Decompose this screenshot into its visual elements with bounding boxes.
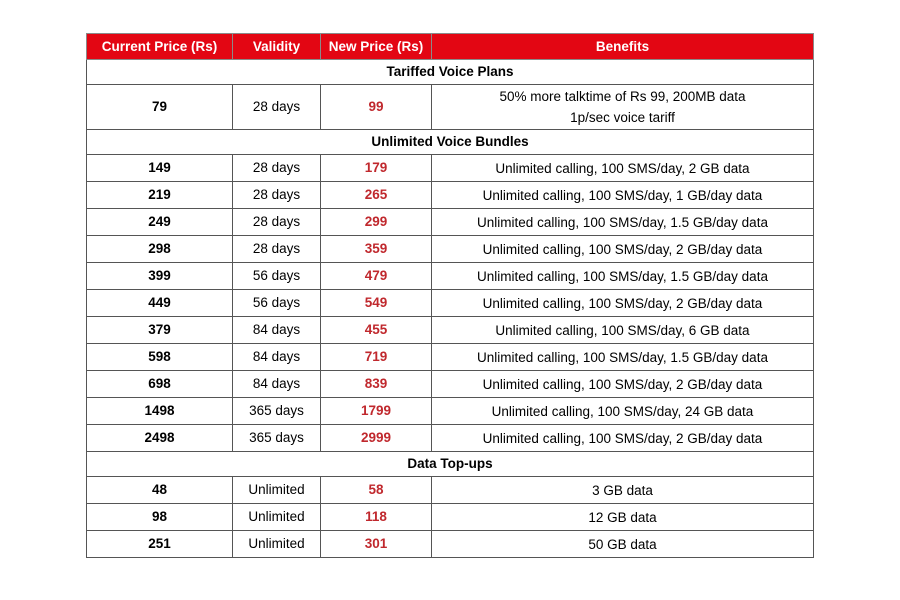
new-price-cell: 2999 bbox=[321, 425, 432, 452]
current-price-cell: 698 bbox=[87, 371, 233, 398]
benefit-line: 50% more talktime of Rs 99, 200MB data bbox=[499, 89, 746, 104]
new-price-cell: 99 bbox=[321, 85, 432, 130]
current-price-cell: 48 bbox=[87, 477, 233, 504]
current-price-cell: 251 bbox=[87, 531, 233, 558]
benefit-line: Unlimited calling, 100 SMS/day, 2 GB/day data bbox=[482, 376, 763, 392]
benefits-cell bbox=[432, 317, 814, 344]
new-price-cell: 455 bbox=[321, 317, 432, 344]
current-price-cell: 399 bbox=[87, 263, 233, 290]
validity-cell: 28 days bbox=[233, 236, 321, 263]
table-row bbox=[87, 371, 814, 398]
benefit-line: Unlimited calling, 100 SMS/day, 2 GB/day data bbox=[482, 295, 763, 311]
table-row bbox=[87, 182, 814, 209]
benefit-line: 50 GB data bbox=[588, 536, 657, 552]
new-price-cell: 359 bbox=[321, 236, 432, 263]
validity-cell: 28 days bbox=[233, 209, 321, 236]
col-header-benefits: Benefits bbox=[432, 34, 814, 60]
benefit-line: Unlimited calling, 100 SMS/day, 6 GB data bbox=[495, 322, 750, 338]
benefit-line: Unlimited calling, 100 SMS/day, 1.5 GB/day data bbox=[477, 214, 768, 230]
current-price-cell: 219 bbox=[87, 182, 233, 209]
current-price-cell: 2498 bbox=[87, 425, 233, 452]
validity-cell: 28 days bbox=[233, 182, 321, 209]
benefit-line: Unlimited calling, 100 SMS/day, 2 GB/day data bbox=[482, 430, 763, 446]
benefits-cell bbox=[432, 290, 814, 317]
benefits-cell bbox=[432, 85, 814, 130]
current-price-cell: 298 bbox=[87, 236, 233, 263]
new-price-cell: 301 bbox=[321, 531, 432, 558]
validity-cell: 28 days bbox=[233, 85, 321, 130]
current-price-cell: 598 bbox=[87, 344, 233, 371]
validity-cell: 365 days bbox=[233, 398, 321, 425]
table-row bbox=[87, 477, 814, 504]
benefits-cell bbox=[432, 371, 814, 398]
new-price-cell: 479 bbox=[321, 263, 432, 290]
tariff-table bbox=[86, 33, 814, 558]
section-row bbox=[87, 130, 814, 155]
validity-cell: Unlimited bbox=[233, 531, 321, 558]
new-price-cell: 549 bbox=[321, 290, 432, 317]
benefits-cell bbox=[432, 477, 814, 504]
benefit-line: Unlimited calling, 100 SMS/day, 2 GB data bbox=[495, 160, 750, 176]
table-row bbox=[87, 85, 814, 130]
current-price-cell: 149 bbox=[87, 155, 233, 182]
new-price-cell: 299 bbox=[321, 209, 432, 236]
benefits-cell bbox=[432, 182, 814, 209]
benefits-cell bbox=[432, 504, 814, 531]
benefit-line: 12 GB data bbox=[588, 509, 657, 525]
new-price-cell: 839 bbox=[321, 371, 432, 398]
section-row bbox=[87, 60, 814, 85]
table-row bbox=[87, 504, 814, 531]
current-price-cell: 79 bbox=[87, 85, 233, 130]
table-row bbox=[87, 531, 814, 558]
validity-cell: 365 days bbox=[233, 425, 321, 452]
table-row bbox=[87, 290, 814, 317]
current-price-cell: 379 bbox=[87, 317, 233, 344]
section-row bbox=[87, 452, 814, 477]
table-row bbox=[87, 344, 814, 371]
validity-cell: 84 days bbox=[233, 344, 321, 371]
benefits-cell bbox=[432, 236, 814, 263]
benefit-line: Unlimited calling, 100 SMS/day, 2 GB/day data bbox=[482, 241, 763, 257]
validity-cell: 56 days bbox=[233, 290, 321, 317]
benefit-line: 1p/sec voice tariff bbox=[570, 110, 675, 125]
benefits-cell bbox=[432, 263, 814, 290]
validity-cell: 84 days bbox=[233, 371, 321, 398]
benefits-cell bbox=[432, 398, 814, 425]
current-price-cell: 98 bbox=[87, 504, 233, 531]
table-body bbox=[87, 60, 814, 558]
benefit-line: Unlimited calling, 100 SMS/day, 1.5 GB/day data bbox=[477, 349, 768, 365]
table-row bbox=[87, 236, 814, 263]
new-price-cell: 118 bbox=[321, 504, 432, 531]
col-header-validity: Validity bbox=[233, 34, 321, 60]
col-header-current-price: Current Price (Rs) bbox=[87, 34, 233, 60]
benefits-cell bbox=[432, 344, 814, 371]
new-price-cell: 1799 bbox=[321, 398, 432, 425]
validity-cell: 28 days bbox=[233, 155, 321, 182]
table-header-row bbox=[87, 34, 814, 60]
benefits-cell bbox=[432, 155, 814, 182]
benefit-line: Unlimited calling, 100 SMS/day, 1.5 GB/day data bbox=[477, 268, 768, 284]
validity-cell: Unlimited bbox=[233, 477, 321, 504]
section-title: Unlimited Voice Bundles bbox=[87, 130, 814, 155]
current-price-cell: 249 bbox=[87, 209, 233, 236]
section-title: Tariffed Voice Plans bbox=[87, 60, 814, 85]
table-row bbox=[87, 155, 814, 182]
table-row bbox=[87, 425, 814, 452]
validity-cell: Unlimited bbox=[233, 504, 321, 531]
col-header-new-price: New Price (Rs) bbox=[321, 34, 432, 60]
new-price-cell: 58 bbox=[321, 477, 432, 504]
benefits-cell bbox=[432, 531, 814, 558]
table-row bbox=[87, 209, 814, 236]
new-price-cell: 265 bbox=[321, 182, 432, 209]
benefit-line: 3 GB data bbox=[592, 482, 653, 498]
current-price-cell: 449 bbox=[87, 290, 233, 317]
table-row bbox=[87, 398, 814, 425]
validity-cell: 84 days bbox=[233, 317, 321, 344]
table-row bbox=[87, 317, 814, 344]
benefit-line: Unlimited calling, 100 SMS/day, 1 GB/day data bbox=[482, 187, 763, 203]
validity-cell: 56 days bbox=[233, 263, 321, 290]
section-title: Data Top-ups bbox=[87, 452, 814, 477]
benefits-cell bbox=[432, 209, 814, 236]
benefits-cell bbox=[432, 425, 814, 452]
benefit-line: Unlimited calling, 100 SMS/day, 24 GB data bbox=[491, 403, 754, 419]
current-price-cell: 1498 bbox=[87, 398, 233, 425]
new-price-cell: 179 bbox=[321, 155, 432, 182]
table-row bbox=[87, 263, 814, 290]
new-price-cell: 719 bbox=[321, 344, 432, 371]
